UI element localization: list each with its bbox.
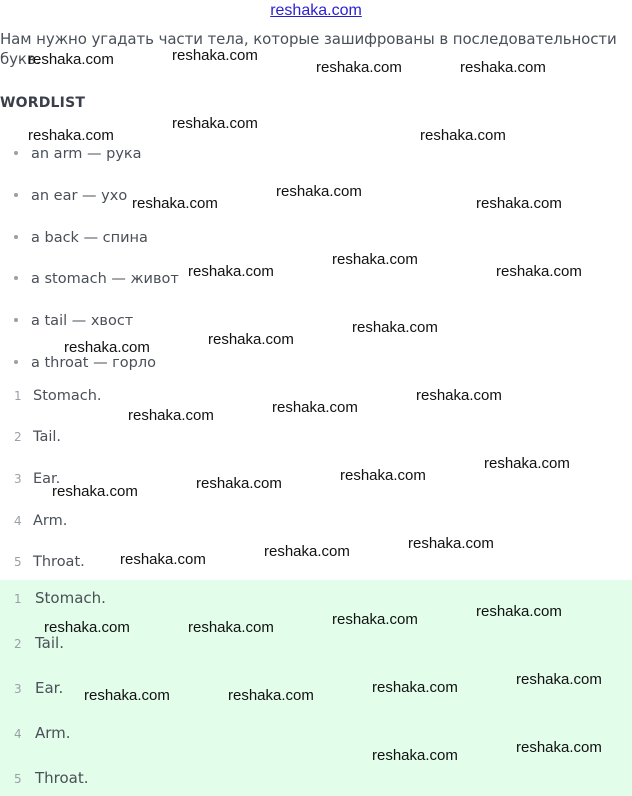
- item-number: 3: [14, 682, 22, 696]
- wordlist-item-text: a back — спина: [31, 230, 148, 246]
- site-link[interactable]: reshaka.com: [270, 2, 362, 19]
- watermark: reshaka.com: [460, 59, 546, 76]
- numbered-item: [14, 388, 102, 404]
- item-text: Stomach.: [33, 388, 102, 404]
- watermark: reshaka.com: [316, 59, 402, 76]
- intro-text: Нам нужно угадать части тела, которые зашифрованы в последовательности букв.: [0, 30, 617, 68]
- watermark: reshaka.com: [516, 671, 602, 688]
- watermark: reshaka.com: [120, 551, 206, 568]
- item-text: Arm.: [33, 513, 68, 529]
- watermark: reshaka.com: [496, 263, 582, 280]
- item-text: Ear.: [33, 471, 61, 487]
- item-text: Tail.: [35, 634, 64, 652]
- item-text: Throat.: [33, 554, 85, 570]
- watermark: reshaka.com: [208, 331, 294, 348]
- watermark: reshaka.com: [484, 455, 570, 472]
- watermark: reshaka.com: [228, 687, 314, 704]
- wordlist-item: [14, 355, 156, 371]
- wordlist-item-text: a stomach — живот: [31, 271, 179, 287]
- item-number: 1: [14, 389, 22, 403]
- watermark: reshaka.com: [352, 319, 438, 336]
- wordlist-item-text: an arm — рука: [31, 146, 142, 162]
- item-text: Tail.: [33, 429, 62, 445]
- bullet-icon: [14, 318, 18, 322]
- watermark: reshaka.com: [372, 679, 458, 696]
- wordlist-item: [14, 188, 127, 204]
- watermark: reshaka.com: [264, 543, 350, 560]
- watermark: reshaka.com: [476, 195, 562, 212]
- bullet-icon: [14, 235, 18, 239]
- watermark: reshaka.com: [84, 687, 170, 704]
- watermark: reshaka.com: [188, 263, 274, 280]
- wordlist-item: [14, 230, 148, 246]
- item-number: 3: [14, 472, 22, 486]
- item-number: 4: [14, 514, 22, 528]
- answer-item: [14, 679, 63, 697]
- answer-item: [14, 634, 64, 652]
- watermark: reshaka.com: [276, 183, 362, 200]
- watermark: reshaka.com: [416, 387, 502, 404]
- answer-item: [14, 769, 89, 787]
- watermark: reshaka.com: [272, 399, 358, 416]
- watermark: reshaka.com: [128, 407, 214, 424]
- answer-item: [14, 724, 71, 742]
- bullet-icon: [14, 360, 18, 364]
- bullet-icon: [14, 193, 18, 197]
- wordlist-item-text: a throat — горло: [31, 355, 157, 371]
- watermark: reshaka.com: [516, 739, 602, 756]
- numbered-item: [14, 513, 67, 529]
- watermark: reshaka.com: [172, 47, 258, 64]
- watermark: reshaka.com: [188, 619, 274, 636]
- watermark: reshaka.com: [332, 611, 418, 628]
- watermark: reshaka.com: [196, 475, 282, 492]
- wordlist-item: [14, 313, 133, 329]
- item-number: 5: [14, 555, 22, 569]
- numbered-item: [14, 554, 85, 570]
- wordlist-heading: WORDLIST: [0, 95, 86, 111]
- watermark: reshaka.com: [44, 619, 130, 636]
- item-text: Arm.: [35, 724, 71, 742]
- item-text: Ear.: [35, 679, 64, 697]
- watermark: reshaka.com: [132, 195, 218, 212]
- watermark: reshaka.com: [52, 483, 138, 500]
- answer-item: [14, 589, 106, 607]
- item-number: 1: [14, 592, 22, 606]
- wordlist-item: [14, 146, 142, 162]
- watermark: reshaka.com: [340, 467, 426, 484]
- watermark: reshaka.com: [28, 51, 114, 68]
- wordlist-item: [14, 271, 179, 287]
- item-number: 2: [14, 637, 22, 651]
- numbered-item: [14, 429, 61, 445]
- bullet-icon: [14, 276, 18, 280]
- bullet-icon: [14, 151, 18, 155]
- watermark: reshaka.com: [28, 127, 114, 144]
- watermark: reshaka.com: [372, 747, 458, 764]
- item-number: 4: [14, 727, 22, 741]
- item-number: 5: [14, 772, 22, 786]
- watermark: reshaka.com: [172, 115, 258, 132]
- wordlist-item-text: a tail — хвост: [31, 313, 134, 329]
- watermark: reshaka.com: [332, 251, 418, 268]
- wordlist-item-text: an ear — ухо: [31, 188, 128, 204]
- item-number: 2: [14, 430, 22, 444]
- watermark: reshaka.com: [64, 339, 150, 356]
- item-text: Stomach.: [35, 589, 106, 607]
- watermark: reshaka.com: [420, 127, 506, 144]
- item-text: Throat.: [35, 769, 89, 787]
- watermark: reshaka.com: [408, 535, 494, 552]
- watermark: reshaka.com: [476, 603, 562, 620]
